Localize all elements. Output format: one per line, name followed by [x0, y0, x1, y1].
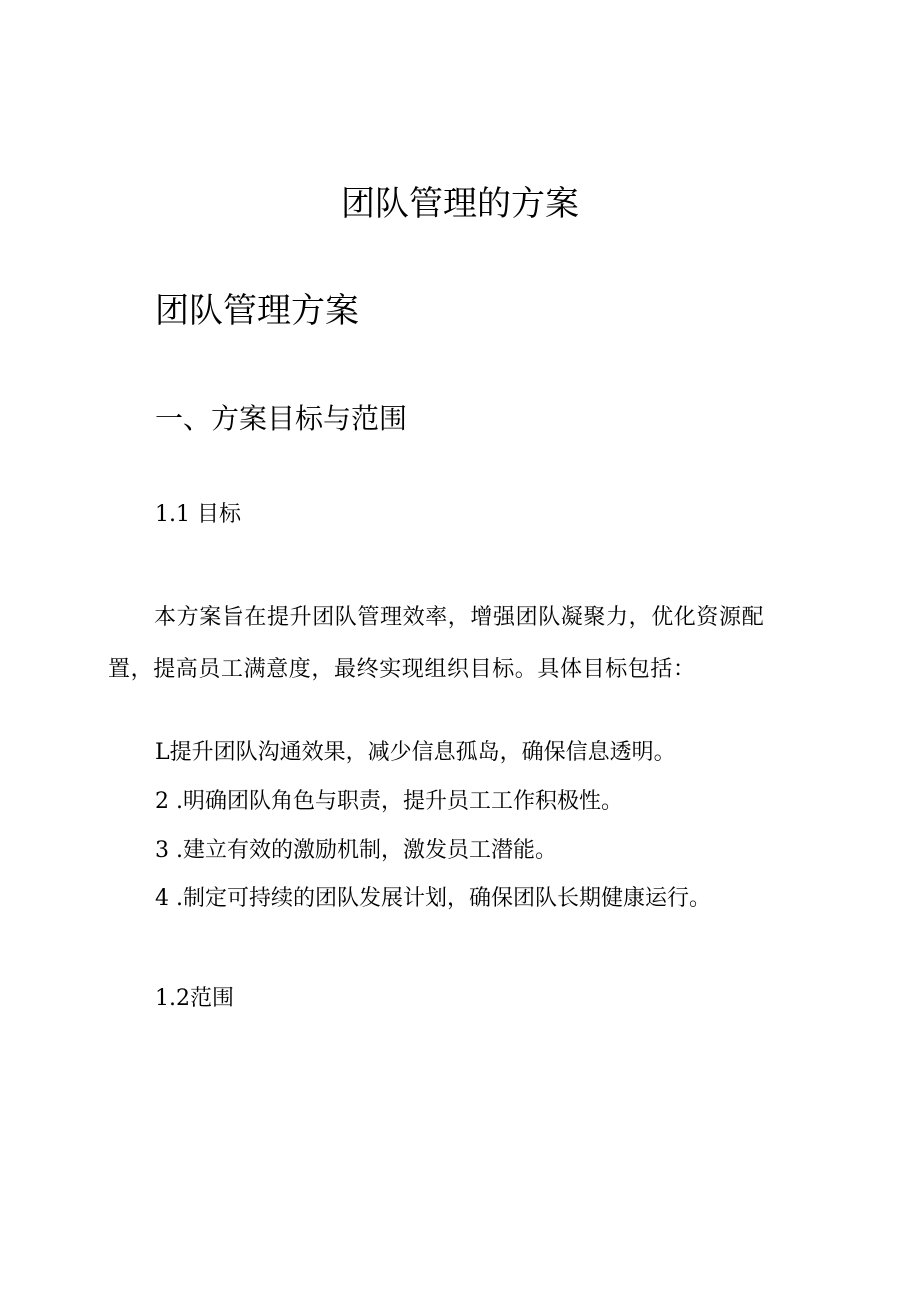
- section-heading-goals-scope: 一、方案目标与范围: [155, 402, 408, 435]
- goal-item-2: 2 .明确团队角色与职责，提升员工工作积极性。: [155, 789, 623, 814]
- subsection-heading-scope: 1.2范围: [155, 986, 234, 1011]
- intro-paragraph: 本方案旨在提升团队管理效率，增强团队凝聚力，优化资源配置，提高员工满意度，最终实现组织目标。具体目标包括：: [108, 605, 765, 682]
- goal-item-3: 3 .建立有效的激励机制，激发员工潜能。: [155, 838, 557, 863]
- heading-team-management-plan: 团队管理方案: [155, 291, 359, 331]
- goal-item-1: L提升团队沟通效果，减少信息孤岛，确保信息透明。: [155, 740, 676, 765]
- document-title: 团队管理的方案: [341, 184, 579, 224]
- goal-item-4: 4 .制定可持续的团队发展计划，确保团队长期健康运行。: [155, 886, 711, 911]
- subsection-heading-goal: 1.1 目标: [155, 502, 241, 527]
